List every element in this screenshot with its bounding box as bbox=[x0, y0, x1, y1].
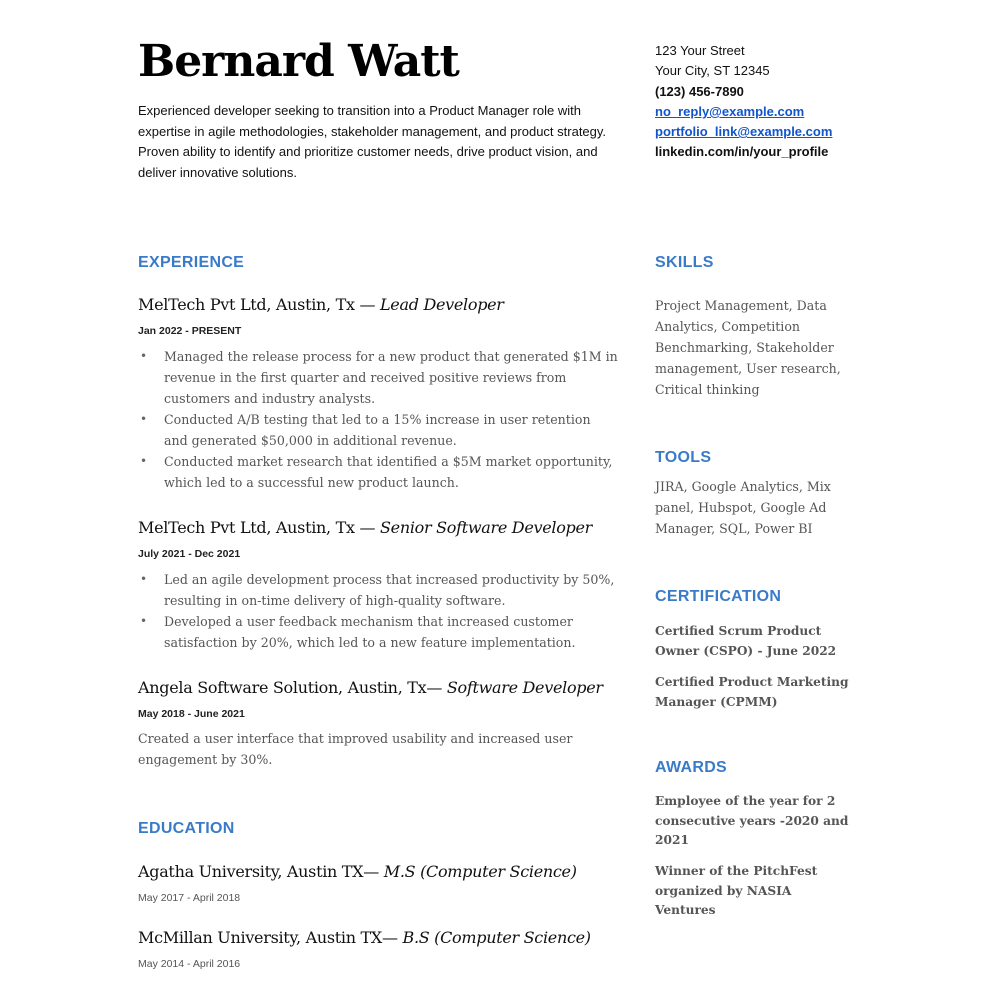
contact-street: 123 Your Street bbox=[655, 43, 745, 58]
job-description: Created a user interface that improved usability and increased user engagement by 30%. bbox=[138, 731, 573, 767]
skills-heading: SKILLS bbox=[655, 254, 714, 271]
education-title bbox=[138, 862, 577, 881]
award-item: Employee of the year for 2 consecutive years -2020 and 2021 bbox=[655, 794, 849, 847]
job-company: MelTech Pvt Ltd, Austin, Tx — bbox=[138, 518, 380, 537]
contact-block bbox=[655, 41, 832, 163]
degree-name: B.S (Computer Science) bbox=[402, 928, 591, 947]
degree-name: M.S (Computer Science) bbox=[383, 862, 577, 881]
job-dates: July 2021 - Dec 2021 bbox=[138, 548, 241, 560]
education-dates: May 2014 - April 2016 bbox=[138, 958, 241, 970]
education-title bbox=[138, 928, 591, 947]
job-bullets bbox=[138, 569, 618, 653]
school-name: Agatha University, Austin TX— bbox=[138, 862, 384, 881]
job-company: Angela Software Solution, Austin, Tx— bbox=[138, 678, 447, 697]
contact-linkedin: linkedin.com/in/your_profile bbox=[655, 144, 829, 160]
job-dates: Jan 2022 - PRESENT bbox=[138, 325, 242, 337]
job-role: Software Developer bbox=[446, 678, 603, 697]
tools-heading: TOOLS bbox=[655, 449, 712, 466]
school-name: McMillan University, Austin TX— bbox=[138, 928, 403, 947]
list-item: • Conducted market research that identified a $5M market opportunity, which led to a successful new product launch. bbox=[138, 451, 618, 493]
job-company: MelTech Pvt Ltd, Austin, Tx — bbox=[138, 295, 380, 314]
tools-text: JIRA, Google Analytics, Mix panel, Hubspot, Google Ad Manager, SQL, Power BI bbox=[655, 479, 831, 536]
resume-name: Bernard Watt bbox=[138, 36, 459, 87]
job-title bbox=[138, 678, 603, 697]
list-item: • Conducted A/B testing that led to a 15% increase in user retention and generated $50,000 in additional revenue. bbox=[138, 409, 618, 451]
job-bullets bbox=[138, 346, 618, 493]
education-heading: EDUCATION bbox=[138, 820, 235, 837]
contact-phone: (123) 456-7890 bbox=[655, 83, 744, 99]
list-item: • Led an agile development process that increased productivity by 50%, resulting in on-time delivery of high-quality software. bbox=[138, 569, 618, 611]
award-item: Winner of the PitchFest organized by NASIA Ventures bbox=[655, 864, 818, 917]
job-role: Senior Software Developer bbox=[379, 518, 593, 537]
awards-heading: AWARDS bbox=[655, 759, 728, 776]
certification-item: Certified Product Marketing Manager (CPMM) bbox=[655, 675, 849, 709]
job-role: Lead Developer bbox=[379, 295, 504, 314]
list-item: • Managed the release process for a new product that generated $1M in revenue in the first quarter and received positive reviews from customers and industry analysts. bbox=[138, 346, 618, 409]
job-title bbox=[138, 518, 592, 537]
experience-heading: EXPERIENCE bbox=[138, 254, 245, 271]
certification-heading: CERTIFICATION bbox=[655, 588, 782, 605]
skills-text: Project Management, Data Analytics, Competition Benchmarking, Stakeholder management, User research, Critical thinking bbox=[655, 298, 841, 397]
summary: Experienced developer seeking to transition into a Product Manager role with expertise in agile methodologies, stakeholder management, and product strategy. Proven ability to identify and prioritize customer needs, drive product vision, and deliver innovative solutions. bbox=[138, 103, 607, 180]
job-dates: May 2018 - June 2021 bbox=[138, 708, 245, 720]
list-item: • Developed a user feedback mechanism that increased customer satisfaction by 20%, which led to a new feature implementation. bbox=[138, 611, 618, 653]
contact-email-link[interactable]: no_reply@example.com bbox=[655, 103, 805, 119]
contact-portfolio-link[interactable]: portfolio_link@example.com bbox=[655, 124, 833, 140]
job-title bbox=[138, 295, 504, 314]
education-dates: May 2017 - April 2018 bbox=[138, 892, 241, 904]
certification-item: Certified Scrum Product Owner (CSPO) - June 2022 bbox=[655, 624, 837, 658]
contact-city: Your City, ST 12345 bbox=[655, 63, 770, 79]
